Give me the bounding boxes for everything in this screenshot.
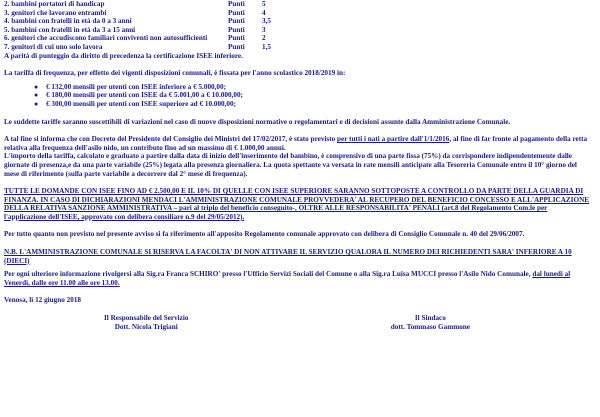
points-value: 5 <box>262 0 266 8</box>
info-paragraph <box>4 270 590 287</box>
points-value: 1,5 <box>262 42 271 51</box>
bullet-icon: ● <box>34 99 39 108</box>
controls-warning: TUTTE LE DOMANDE CON ISEE FINO AD € 2.500,00 E IL 10% DI QUELLE CON ISEE SUPERIORE SARANNO SOTTOPOSTE A CONTROLLO DA PARTE DELLA GUARDIA DI FINANZA. IN CASO DI DICHIARAZIONI MENDACI L'AMMINISTRAZIONE COMUNALE PROVVEDERA' AL RECUPERO DEL BENEFICIO CONCESSO E ALL'APPLICAZIONE DELLA RELATIVA SANZIONE AMMINISTRATIVA – pari al triplo del beneficio conseguito-, OLTRE ALLE RESPONSABILITA' PENALI (art.8 del Regolamento Com.le per l'applicazione dell'ISEE, approvato con delibera consiliare n.9 del 29/05/2012). <box>4 187 590 221</box>
score-list <box>4 0 590 60</box>
info-text: Per ogni ulteriore informazione rivolgersi alla Sig.ra Franca SCHIRO' presso l'Ufficio Servizi Sociali del Comune o alla Sig.ra Luisa MUCCI presso l'Asilo Nido Comunale, <box>4 270 533 279</box>
tariff-detail: L'importo della tariffa, calcolato e graduato a partire dalla data di inizio dell'inserimento del bambino, è comprensivo di una parte fissa (75%) da corrispondere indipendentemente dalle giornate di presenza,e da una parte variabile (25%) legata alla presenza giornaliera. La quota spettante va versata in rate mensili anticipate alla Tesoreria Comunale entro il 10° giorno del mese di riferimento (sulla parte variabile a decorrere dal 2° mese di frequenza). <box>4 152 577 178</box>
points-label: Punti <box>228 42 245 51</box>
bullet-icon: ● <box>34 91 39 100</box>
tariff-text: € 300,00 mensili per utenti con ISEE superiore ad € 10.000,00; <box>46 99 237 108</box>
decree-underlined: per tutti i nati a partire dall'1/1/2016 <box>337 135 450 144</box>
points-label: Punti <box>228 34 245 43</box>
points-label: Punti <box>228 8 245 17</box>
signature-right <box>391 314 470 331</box>
signature-left <box>104 314 188 331</box>
points-label: Punti <box>228 25 245 34</box>
right-name: dott. Tommaso Gammone <box>390 322 470 331</box>
tariff-item <box>34 83 590 92</box>
score-label: 7. genitori di cui uno solo lavora <box>4 42 103 51</box>
left-name: Dott. Nicola Trigiani <box>114 322 178 331</box>
tariff-note: Le suddette tariffe saranno suscettibili di variazioni nel caso di nuove disposizioni normative o regolamentari e di decisioni assunte dalla Amministrazione Comunale. <box>4 117 511 126</box>
signatures <box>4 314 590 331</box>
score-row <box>4 34 590 43</box>
points-label: Punti <box>228 17 245 26</box>
score-label: 4. bambini con fratelli in età da 0 a 3 anni <box>4 17 132 26</box>
tie-rule: A parità di punteggio da diritto di precedenza la certificazione ISEE inferiore. <box>4 51 243 60</box>
score-row <box>4 17 590 26</box>
score-row <box>4 43 590 52</box>
tariff-intro: La tariffa di frequenza, per effetto dei vigenti disposizioni comunali, è fissata per l'anno scolastico 2018/2019 in: <box>4 69 346 78</box>
right-title: Il Sindaco <box>414 314 446 323</box>
decree-paragraph <box>4 135 590 152</box>
nb-note: N.B. L'AMMINISTRAZIONE COMUNALE SI RISERVA LA FACOLTA' DI NON ATTIVARE IL SERVIZIO QUALORA IL NUMERO DEI RICHIEDENTI SARA' INFERIORE A 10 (DIECI) <box>4 248 572 265</box>
tariff-text: € 180,00 mensili per utenti con ISEE da € 5.001,00 a € 10.000,00; <box>46 91 243 100</box>
tariff-item <box>34 100 590 109</box>
bullet-icon: ● <box>34 82 39 91</box>
decree-text-end: , al fine di far fronte al pagamento della retta relativa alla frequenza dell'asilo nido, un contributo fino ad un massimo di € 1.000,00 annui. <box>4 135 588 152</box>
score-label: 2. bambini portatori di handicap <box>4 0 105 8</box>
score-label: 6. genitori che accudiscono familiari conviventi non autosufficienti <box>4 34 208 43</box>
points-value: 3,5 <box>262 17 271 26</box>
points-value: 3 <box>262 25 266 34</box>
score-row <box>4 26 590 35</box>
tariff-item <box>34 91 590 100</box>
info-hours: dal lunedì al Venerdì, dalle ore 11.00 alle ore 13.00. <box>4 270 571 287</box>
decree-text: A tal fine si informa che con Decreto del Presidente del Consiglio dei Ministri del 17/02/2017, è stato previsto <box>4 135 337 144</box>
score-label: 3. genitori che lavorano entrambi <box>4 8 107 17</box>
score-row <box>4 9 590 18</box>
points-value: 2 <box>262 34 266 43</box>
left-title: Il Responsabile del Servizio <box>104 314 189 323</box>
regulation-note: Per tutto quanto non previsto nel presente avviso si fa riferimento all'apposito Regolamento comunale approvato con delibera di Consiglio Comunale n. 40 del 29/06/2007. <box>4 230 525 239</box>
tariff-list <box>4 83 590 109</box>
points-label: Punti <box>228 0 245 8</box>
score-label: 5. bambini con fratelli in età da 3 a 15 anni <box>4 25 136 34</box>
tariff-text: € 132,00 mensili per utenti con ISEE inferiore a € 5.000,00; <box>46 82 227 91</box>
points-value: 4 <box>262 8 266 17</box>
place-date: Venosa, lì 12 giugno 2018 <box>4 296 82 305</box>
score-row <box>4 0 590 9</box>
